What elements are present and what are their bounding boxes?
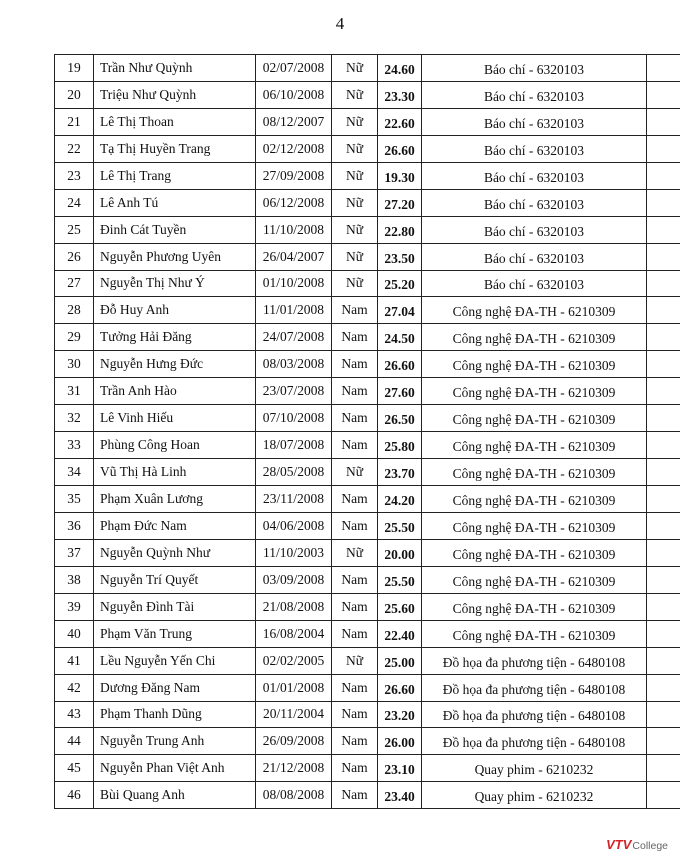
row-number-cell: 36 (55, 512, 94, 539)
major-cell: Đồ họa đa phương tiện - 6480108 (422, 647, 647, 674)
gender-cell: Nữ (332, 81, 378, 108)
row-number-cell: 21 (55, 108, 94, 135)
watermark-college: College (632, 840, 668, 852)
major-cell: Công nghệ ĐA-TH - 6210309 (422, 459, 647, 486)
major-cell: Đồ họa đa phương tiện - 6480108 (422, 674, 647, 701)
row-number-cell: 24 (55, 189, 94, 216)
score-cell: 23.20 (378, 701, 422, 728)
table-row (55, 755, 680, 782)
major-cell: Công nghệ ĐA-TH - 6210309 (422, 351, 647, 378)
score-cell: 24.50 (378, 324, 422, 351)
score-cell: 23.50 (378, 243, 422, 270)
score-cell: 24.20 (378, 486, 422, 513)
table-row (55, 701, 680, 728)
major-cell: Quay phim - 6210232 (422, 755, 647, 782)
row-number-cell: 33 (55, 432, 94, 459)
date-of-birth-cell: 07/10/2008 (256, 405, 332, 432)
score-cell: 25.50 (378, 566, 422, 593)
student-name-cell: Nguyễn Phương Uyên (94, 243, 256, 270)
gender-cell: Nam (332, 351, 378, 378)
score-cell: 27.20 (378, 189, 422, 216)
row-number-cell: 28 (55, 297, 94, 324)
gender-cell: Nữ (332, 189, 378, 216)
empty-cell (647, 593, 680, 620)
major-cell: Báo chí - 6320103 (422, 135, 647, 162)
score-cell: 23.70 (378, 459, 422, 486)
score-cell: 25.80 (378, 432, 422, 459)
date-of-birth-cell: 08/03/2008 (256, 351, 332, 378)
gender-cell: Nam (332, 701, 378, 728)
empty-cell (647, 405, 680, 432)
table-row (55, 297, 680, 324)
empty-cell (647, 728, 680, 755)
gender-cell: Nữ (332, 270, 378, 297)
major-cell: Công nghệ ĐA-TH - 6210309 (422, 566, 647, 593)
major-cell: Công nghệ ĐA-TH - 6210309 (422, 539, 647, 566)
empty-cell (647, 782, 680, 809)
empty-cell (647, 512, 680, 539)
date-of-birth-cell: 28/05/2008 (256, 459, 332, 486)
date-of-birth-cell: 20/11/2004 (256, 701, 332, 728)
major-cell: Công nghệ ĐA-TH - 6210309 (422, 324, 647, 351)
empty-cell (647, 755, 680, 782)
empty-cell (647, 566, 680, 593)
student-name-cell: Tạ Thị Huyền Trang (94, 135, 256, 162)
score-cell: 24.60 (378, 55, 422, 82)
table-row (55, 432, 680, 459)
row-number-cell: 30 (55, 351, 94, 378)
date-of-birth-cell: 11/10/2003 (256, 539, 332, 566)
row-number-cell: 19 (55, 55, 94, 82)
major-cell: Công nghệ ĐA-TH - 6210309 (422, 297, 647, 324)
empty-cell (647, 216, 680, 243)
gender-cell: Nam (332, 486, 378, 513)
score-cell: 26.60 (378, 351, 422, 378)
table-row (55, 674, 680, 701)
date-of-birth-cell: 23/07/2008 (256, 378, 332, 405)
major-cell: Báo chí - 6320103 (422, 55, 647, 82)
major-cell: Công nghệ ĐA-TH - 6210309 (422, 620, 647, 647)
major-cell: Báo chí - 6320103 (422, 81, 647, 108)
date-of-birth-cell: 08/12/2007 (256, 108, 332, 135)
score-cell: 25.20 (378, 270, 422, 297)
major-cell: Công nghệ ĐA-TH - 6210309 (422, 512, 647, 539)
row-number-cell: 25 (55, 216, 94, 243)
student-name-cell: Trần Như Quỳnh (94, 55, 256, 82)
empty-cell (647, 432, 680, 459)
empty-cell (647, 674, 680, 701)
empty-cell (647, 297, 680, 324)
date-of-birth-cell: 08/08/2008 (256, 782, 332, 809)
score-cell: 26.00 (378, 728, 422, 755)
date-of-birth-cell: 02/07/2008 (256, 55, 332, 82)
row-number-cell: 37 (55, 539, 94, 566)
score-cell: 23.40 (378, 782, 422, 809)
gender-cell: Nữ (332, 55, 378, 82)
score-cell: 27.60 (378, 378, 422, 405)
gender-cell: Nam (332, 755, 378, 782)
student-name-cell: Lê Thị Thoan (94, 108, 256, 135)
score-cell: 22.80 (378, 216, 422, 243)
student-name-cell: Lê Anh Tú (94, 189, 256, 216)
date-of-birth-cell: 26/04/2007 (256, 243, 332, 270)
student-name-cell: Phạm Văn Trung (94, 620, 256, 647)
gender-cell: Nam (332, 378, 378, 405)
row-number-cell: 31 (55, 378, 94, 405)
score-cell: 26.50 (378, 405, 422, 432)
gender-cell: Nam (332, 593, 378, 620)
major-cell: Báo chí - 6320103 (422, 270, 647, 297)
student-name-cell: Phạm Đức Nam (94, 512, 256, 539)
student-name-cell: Nguyễn Trí Quyết (94, 566, 256, 593)
gender-cell: Nữ (332, 459, 378, 486)
date-of-birth-cell: 03/09/2008 (256, 566, 332, 593)
student-name-cell: Bùi Quang Anh (94, 782, 256, 809)
row-number-cell: 43 (55, 701, 94, 728)
empty-cell (647, 647, 680, 674)
date-of-birth-cell: 16/08/2004 (256, 620, 332, 647)
major-cell: Báo chí - 6320103 (422, 216, 647, 243)
empty-cell (647, 620, 680, 647)
gender-cell: Nữ (332, 108, 378, 135)
row-number-cell: 41 (55, 647, 94, 674)
date-of-birth-cell: 18/07/2008 (256, 432, 332, 459)
major-cell: Báo chí - 6320103 (422, 162, 647, 189)
date-of-birth-cell: 02/12/2008 (256, 135, 332, 162)
empty-cell (647, 162, 680, 189)
student-name-cell: Lều Nguyễn Yến Chi (94, 647, 256, 674)
student-name-cell: Triệu Như Quỳnh (94, 81, 256, 108)
row-number-cell: 44 (55, 728, 94, 755)
student-name-cell: Phạm Thanh Dũng (94, 701, 256, 728)
score-cell: 25.00 (378, 647, 422, 674)
row-number-cell: 20 (55, 81, 94, 108)
table-row (55, 620, 680, 647)
row-number-cell: 23 (55, 162, 94, 189)
table-row (55, 81, 680, 108)
gender-cell: Nam (332, 324, 378, 351)
gender-cell: Nam (332, 674, 378, 701)
row-number-cell: 35 (55, 486, 94, 513)
student-name-cell: Nguyễn Trung Anh (94, 728, 256, 755)
date-of-birth-cell: 11/10/2008 (256, 216, 332, 243)
student-name-cell: Dương Đăng Nam (94, 674, 256, 701)
table-row (55, 566, 680, 593)
major-cell: Báo chí - 6320103 (422, 243, 647, 270)
date-of-birth-cell: 11/01/2008 (256, 297, 332, 324)
empty-cell (647, 189, 680, 216)
major-cell: Quay phim - 6210232 (422, 782, 647, 809)
major-cell: Đồ họa đa phương tiện - 6480108 (422, 728, 647, 755)
date-of-birth-cell: 21/12/2008 (256, 755, 332, 782)
table-row (55, 189, 680, 216)
row-number-cell: 34 (55, 459, 94, 486)
date-of-birth-cell: 26/09/2008 (256, 728, 332, 755)
student-name-cell: Vũ Thị Hà Linh (94, 459, 256, 486)
date-of-birth-cell: 21/08/2008 (256, 593, 332, 620)
gender-cell: Nữ (332, 539, 378, 566)
gender-cell: Nam (332, 297, 378, 324)
date-of-birth-cell: 01/01/2008 (256, 674, 332, 701)
date-of-birth-cell: 06/12/2008 (256, 189, 332, 216)
row-number-cell: 45 (55, 755, 94, 782)
score-cell: 19.30 (378, 162, 422, 189)
empty-cell (647, 108, 680, 135)
row-number-cell: 38 (55, 566, 94, 593)
table-row (55, 216, 680, 243)
major-cell: Báo chí - 6320103 (422, 189, 647, 216)
empty-cell (647, 459, 680, 486)
date-of-birth-cell: 27/09/2008 (256, 162, 332, 189)
date-of-birth-cell: 02/02/2005 (256, 647, 332, 674)
score-cell: 22.60 (378, 108, 422, 135)
student-name-cell: Đinh Cát Tuyền (94, 216, 256, 243)
table-row (55, 243, 680, 270)
table-row (55, 593, 680, 620)
student-name-cell: Nguyễn Hưng Đức (94, 351, 256, 378)
table-row (55, 647, 680, 674)
student-name-cell: Phạm Xuân Lương (94, 486, 256, 513)
gender-cell: Nam (332, 728, 378, 755)
admission-table (54, 54, 680, 809)
empty-cell (647, 351, 680, 378)
table-row (55, 486, 680, 513)
major-cell: Công nghệ ĐA-TH - 6210309 (422, 486, 647, 513)
score-cell: 22.40 (378, 620, 422, 647)
gender-cell: Nam (332, 512, 378, 539)
row-number-cell: 27 (55, 270, 94, 297)
date-of-birth-cell: 24/07/2008 (256, 324, 332, 351)
student-name-cell: Lê Thị Trang (94, 162, 256, 189)
empty-cell (647, 701, 680, 728)
score-cell: 23.10 (378, 755, 422, 782)
date-of-birth-cell: 01/10/2008 (256, 270, 332, 297)
table-row (55, 135, 680, 162)
gender-cell: Nữ (332, 162, 378, 189)
major-cell: Công nghệ ĐA-TH - 6210309 (422, 378, 647, 405)
row-number-cell: 42 (55, 674, 94, 701)
major-cell: Báo chí - 6320103 (422, 108, 647, 135)
date-of-birth-cell: 04/06/2008 (256, 512, 332, 539)
row-number-cell: 26 (55, 243, 94, 270)
table-row (55, 512, 680, 539)
student-name-cell: Lê Vinh Hiếu (94, 405, 256, 432)
empty-cell (647, 55, 680, 82)
row-number-cell: 29 (55, 324, 94, 351)
table-row (55, 351, 680, 378)
empty-cell (647, 378, 680, 405)
student-name-cell: Đỗ Huy Anh (94, 297, 256, 324)
gender-cell: Nữ (332, 216, 378, 243)
empty-cell (647, 135, 680, 162)
gender-cell: Nữ (332, 647, 378, 674)
student-name-cell: Nguyễn Thị Như Ý (94, 270, 256, 297)
row-number-cell: 39 (55, 593, 94, 620)
table-row (55, 55, 680, 82)
table-row (55, 459, 680, 486)
table-row (55, 405, 680, 432)
major-cell: Công nghệ ĐA-TH - 6210309 (422, 432, 647, 459)
major-cell: Công nghệ ĐA-TH - 6210309 (422, 405, 647, 432)
score-cell: 27.04 (378, 297, 422, 324)
student-name-cell: Nguyễn Phan Việt Anh (94, 755, 256, 782)
table-row (55, 539, 680, 566)
student-name-cell: Phùng Công Hoan (94, 432, 256, 459)
student-name-cell: Tưởng Hải Đăng (94, 324, 256, 351)
table-row (55, 324, 680, 351)
gender-cell: Nữ (332, 243, 378, 270)
score-cell: 26.60 (378, 674, 422, 701)
gender-cell: Nam (332, 405, 378, 432)
table-row (55, 728, 680, 755)
score-cell: 23.30 (378, 81, 422, 108)
watermark-vtv: VTV (606, 837, 632, 852)
major-cell: Công nghệ ĐA-TH - 6210309 (422, 593, 647, 620)
table-row (55, 270, 680, 297)
row-number-cell: 32 (55, 405, 94, 432)
gender-cell: Nam (332, 432, 378, 459)
row-number-cell: 46 (55, 782, 94, 809)
table-body (55, 55, 680, 809)
score-cell: 25.60 (378, 593, 422, 620)
student-name-cell: Nguyễn Quỳnh Như (94, 539, 256, 566)
row-number-cell: 40 (55, 620, 94, 647)
table-row (55, 162, 680, 189)
empty-cell (647, 486, 680, 513)
table-row (55, 782, 680, 809)
gender-cell: Nữ (332, 135, 378, 162)
gender-cell: Nam (332, 566, 378, 593)
major-cell: Đồ họa đa phương tiện - 6480108 (422, 701, 647, 728)
empty-cell (647, 81, 680, 108)
student-name-cell: Nguyễn Đình Tài (94, 593, 256, 620)
score-cell: 20.00 (378, 539, 422, 566)
empty-cell (647, 270, 680, 297)
empty-cell (647, 324, 680, 351)
table-row (55, 378, 680, 405)
page-number: 4 (335, 14, 345, 33)
score-cell: 26.60 (378, 135, 422, 162)
empty-cell (647, 243, 680, 270)
student-name-cell: Trần Anh Hào (94, 378, 256, 405)
vtv-college-watermark (606, 837, 668, 852)
gender-cell: Nam (332, 782, 378, 809)
row-number-cell: 22 (55, 135, 94, 162)
table-row (55, 108, 680, 135)
date-of-birth-cell: 23/11/2008 (256, 486, 332, 513)
date-of-birth-cell: 06/10/2008 (256, 81, 332, 108)
gender-cell: Nam (332, 620, 378, 647)
score-cell: 25.50 (378, 512, 422, 539)
empty-cell (647, 539, 680, 566)
